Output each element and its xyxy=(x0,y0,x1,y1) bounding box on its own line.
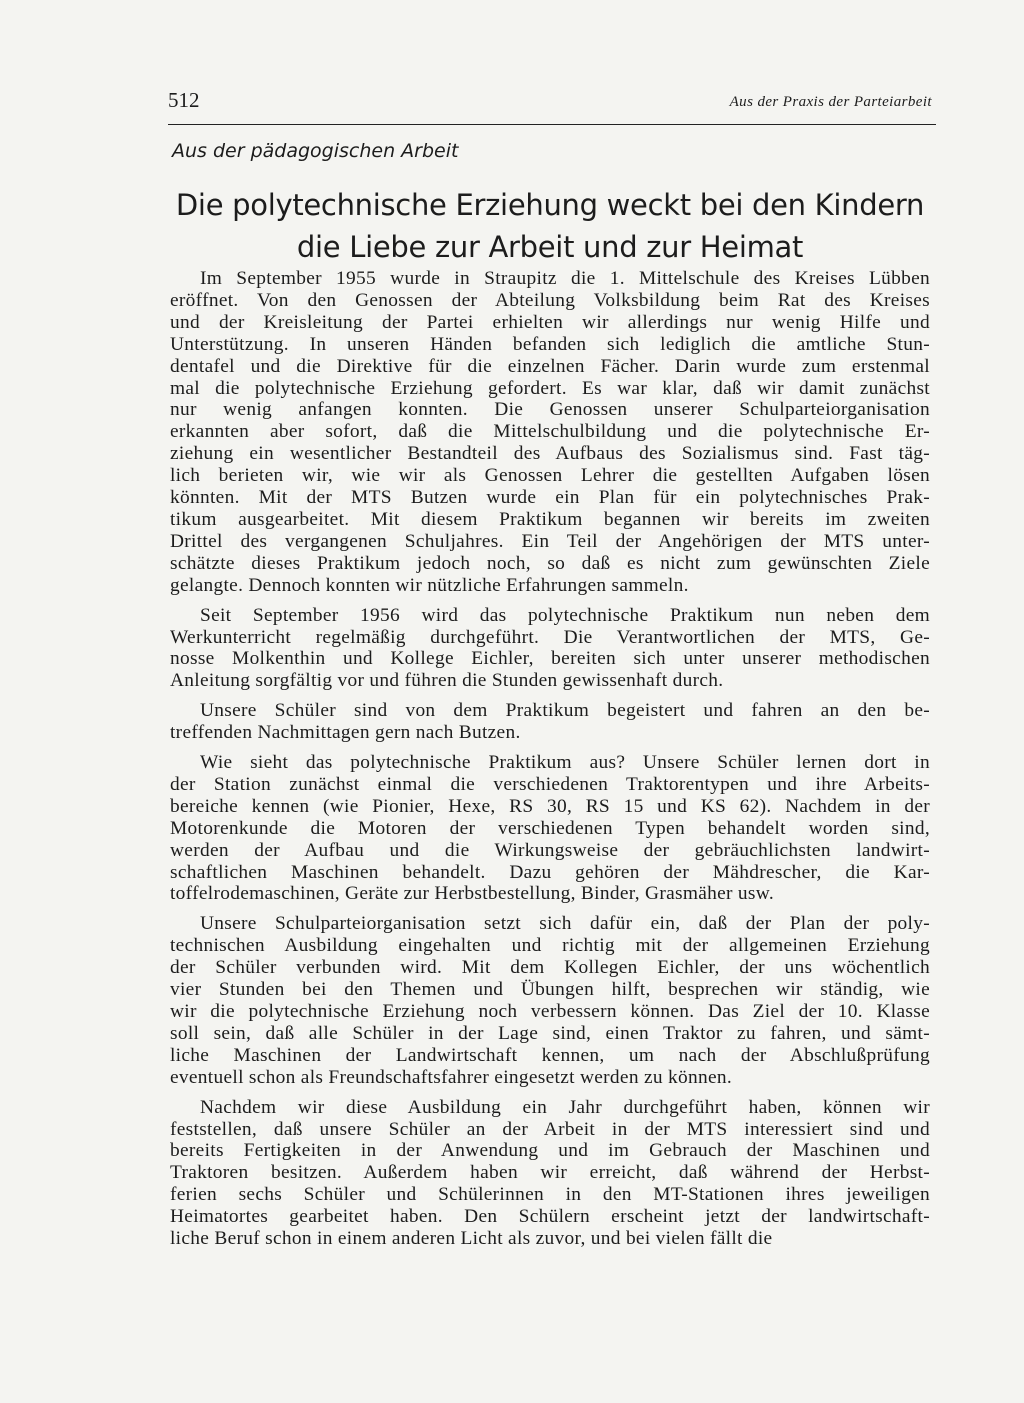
text-line: der Station zunächst einmal die verschiedenen Traktorentypen und ihre Arbeits- xyxy=(170,773,930,795)
text-line: soll sein, daß alle Schüler in der Lage sind, einen Traktor zu fahren, und sämt- xyxy=(170,1022,930,1044)
text-line: technischen Ausbildung eingehalten und richtig mit der allgemeinen Erziehung xyxy=(170,935,930,957)
text-line: könnten. Mit der MTS Butzen wurde ein Plan für ein polytechnisches Prak- xyxy=(170,487,930,509)
paragraph xyxy=(170,268,930,597)
text-line: feststellen, daß unsere Schüler an der Arbeit in der MTS interessiert sind und xyxy=(170,1118,930,1140)
text-line: bereits Fertigkeiten in der Anwendung und im Gebrauch der Maschinen und xyxy=(170,1140,930,1162)
text-line: ferien sechs Schüler und Schülerinnen in den MT-Stationen ihres jeweiligen xyxy=(170,1184,930,1206)
page-number: 512 xyxy=(168,88,200,112)
text-line: erkannten aber sofort, daß die Mittelschulbildung und die polytechnische Er- xyxy=(170,421,930,443)
text-line: schätzte dieses Praktikum jedoch noch, so daß es nicht zum gewünschten Ziele xyxy=(170,552,930,574)
text-line: schaftlichen Maschinen behandelt. Dazu gehören der Mähdrescher, die Kar- xyxy=(170,861,930,883)
text-line: toffelrodemaschinen, Geräte zur Herbstbestellung, Binder, Grasmäher usw. xyxy=(170,883,774,905)
text-line: Traktoren besitzen. Außerdem haben wir erreicht, daß während der Herbst- xyxy=(170,1162,930,1184)
text-line: nur wenig anfangen konnten. Die Genossen unserer Schulparteiorganisation xyxy=(170,399,930,421)
paragraph xyxy=(170,752,930,905)
page-header xyxy=(168,84,936,125)
paragraph xyxy=(170,1097,930,1250)
text-line: nosse Molkenthin und Kollege Eichler, bereiten sich unter unserer methodischen xyxy=(170,648,930,670)
text-line: dentafel und die Direktive für die einzelnen Fächer. Darin wurde zum erstenmal xyxy=(170,355,930,377)
text-line: bereiche kennen (wie Pionier, Hexe, RS 30, RS 15 und KS 62). Nachdem in der xyxy=(170,795,930,817)
text-line: liche Beruf schon in einem anderen Licht als zuvor, und bei vielen fällt die xyxy=(170,1228,773,1250)
paragraph xyxy=(170,700,930,744)
text-line: Unsere Schüler sind von dem Praktikum begeistert und fahren an den be- xyxy=(200,700,930,722)
text-line: Unsere Schulparteiorganisation setzt sich dafür ein, daß der Plan der poly- xyxy=(200,913,930,935)
paragraph xyxy=(170,605,930,693)
text-line: lich berieten wir, wie wir als Genossen Lehrer die gestellten Aufgaben lösen xyxy=(170,465,930,487)
text-line: ziehung ein wesentlicher Bestandteil des Aufbaus des Sozialismus sind. Fast täg- xyxy=(170,443,930,465)
article-title-line-1: Die polytechnische Erziehung weckt bei den Kindern xyxy=(175,188,925,222)
text-line: Werkunterricht regelmäßig durchgeführt. Die Verantwortlichen der MTS, Ge- xyxy=(170,626,930,648)
running-head: Aus der Praxis der Parteiarbeit xyxy=(729,94,932,110)
article-title-line-2: die Liebe zur Arbeit und zur Heimat xyxy=(296,230,804,264)
text-line: Anleitung sorgfältig vor und führen die Stunden gewissenhaft durch. xyxy=(170,670,724,692)
article-title xyxy=(150,184,950,268)
text-line: Wie sieht das polytechnische Praktikum aus? Unsere Schüler lernen dort in xyxy=(200,752,930,774)
article-body xyxy=(170,268,930,1258)
text-line: werden der Aufbau und die Wirkungsweise der gebräuchlichsten landwirt- xyxy=(170,839,930,861)
text-line: Unterstützung. In unseren Händen befanden sich lediglich die amtliche Stun- xyxy=(170,333,930,355)
text-line: Seit September 1956 wird das polytechnische Praktikum nun neben dem xyxy=(200,604,930,626)
section-label: Aus der pädagogischen Arbeit xyxy=(172,140,459,162)
text-line: tikum ausgearbeitet. Mit diesem Praktikum begannen wir bereits im zweiten xyxy=(170,508,930,530)
text-line: gelangte. Dennoch konnten wir nützliche Erfahrungen sammeln. xyxy=(170,574,689,596)
text-line: vier Stunden bei den Themen und Übungen hilft, besprechen wir ständig, wie xyxy=(170,979,930,1001)
text-line: Im September 1955 wurde in Straupitz die 1. Mittelschule des Kreises Lübben xyxy=(200,268,930,289)
text-line: liche Maschinen der Landwirtschaft kennen, um nach der Abschlußprüfung xyxy=(170,1044,930,1066)
text-line: eventuell schon als Freundschaftsfahrer eingesetzt werden zu können. xyxy=(170,1066,733,1088)
text-line: Nachdem wir diese Ausbildung ein Jahr durchgeführt haben, können wir xyxy=(200,1096,930,1118)
text-line: der Schüler verbunden wird. Mit dem Kollegen Eichler, der uns wöchentlich xyxy=(170,957,930,979)
text-line: treffenden Nachmittagen gern nach Butzen. xyxy=(170,722,521,744)
text-line: Drittel des vergangenen Schuljahres. Ein Teil der Angehörigen der MTS unter- xyxy=(170,530,930,552)
paragraph xyxy=(170,913,930,1088)
text-line: mal die polytechnische Erziehung gefordert. Es war klar, daß wir damit zunächst xyxy=(170,377,930,399)
text-line: eröffnet. Von den Genossen der Abteilung Volksbildung beim Rat des Kreises xyxy=(170,289,930,311)
text-line: wir die polytechnische Erziehung noch verbessern können. Das Ziel der 10. Klasse xyxy=(170,1001,930,1022)
text-line: Heimatortes gearbeitet haben. Den Schülern erscheint jetzt der landwirtschaft- xyxy=(170,1206,930,1228)
text-line: und der Kreisleitung der Partei erhielten wir allerdings nur wenig Hilfe und xyxy=(170,311,930,333)
text-line: Motorenkunde die Motoren der verschiedenen Typen behandelt worden sind, xyxy=(170,817,930,839)
